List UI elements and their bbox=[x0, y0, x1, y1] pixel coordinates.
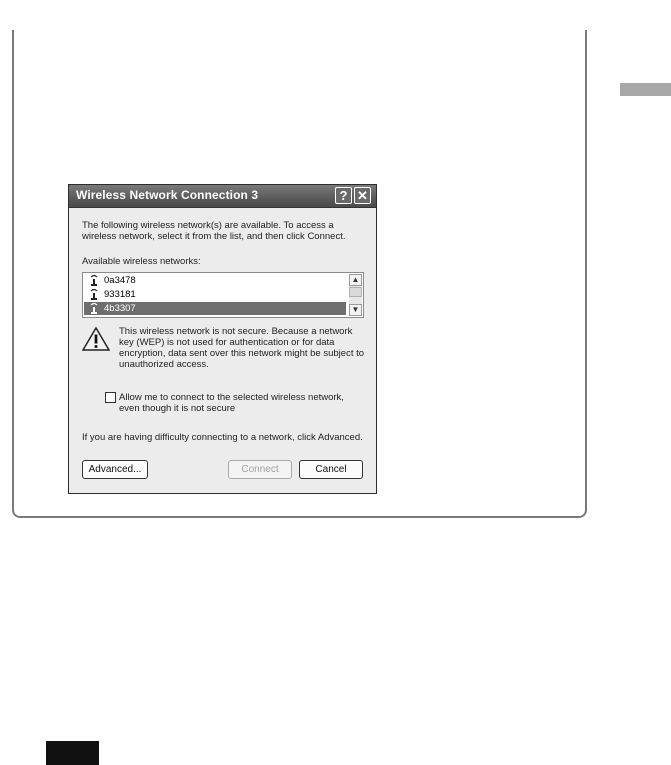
intro-text-line-2: wireless network, select it from the list, and then click Connect. bbox=[82, 231, 346, 242]
help-button[interactable]: ? bbox=[335, 187, 352, 204]
wireless-signal-icon bbox=[89, 302, 99, 315]
cancel-button[interactable]: Cancel bbox=[299, 460, 363, 479]
allow-insecure-checkbox[interactable] bbox=[105, 392, 116, 403]
dialog-title: Wireless Network Connection 3 bbox=[76, 188, 259, 202]
side-tab-marker bbox=[620, 83, 671, 96]
wireless-signal-icon bbox=[89, 288, 99, 301]
dialog-titlebar bbox=[69, 185, 376, 208]
advanced-button[interactable]: Advanced... bbox=[82, 460, 148, 479]
network-name: 933181 bbox=[104, 289, 136, 300]
network-name: 4b3307 bbox=[104, 303, 136, 314]
allow-insecure-label-line-2[interactable]: even though it is not secure bbox=[119, 403, 236, 414]
allow-insecure-label-line-1[interactable]: Allow me to connect to the selected wireless network, bbox=[119, 392, 344, 403]
network-list-item[interactable] bbox=[84, 288, 346, 301]
network-list-scrollbar[interactable] bbox=[349, 274, 362, 316]
wireless-signal-icon bbox=[89, 274, 99, 287]
warning-text-line-3: encryption, data sent over this network might be subject to bbox=[119, 348, 365, 359]
intro-text-line-1: The following wireless network(s) are available. To access a bbox=[82, 220, 334, 231]
advanced-help-text: If you are having difficulty connecting to a network, click Advanced. bbox=[82, 432, 363, 443]
network-name: 0a3478 bbox=[104, 275, 136, 286]
network-list-item-selected[interactable] bbox=[84, 302, 346, 315]
scroll-down-icon[interactable]: ▼ bbox=[349, 304, 362, 316]
close-button[interactable]: ✕ bbox=[354, 187, 371, 204]
warning-icon bbox=[82, 326, 110, 352]
network-list-item[interactable] bbox=[84, 274, 346, 287]
warning-text-line-1: This wireless network is not secure. Because a network bbox=[119, 326, 353, 337]
connect-button[interactable]: Connect bbox=[228, 460, 292, 479]
warning-text-line-4: unauthorized access. bbox=[119, 359, 209, 370]
wireless-network-dialog bbox=[68, 184, 377, 494]
scroll-thumb[interactable] bbox=[349, 287, 362, 297]
warning-text-line-2: key (WEP) is not used for authentication or for data bbox=[119, 337, 335, 348]
network-list[interactable] bbox=[82, 272, 364, 318]
scroll-up-icon[interactable]: ▲ bbox=[349, 274, 362, 286]
available-networks-label: Available wireless networks: bbox=[82, 256, 201, 267]
page-footer-block bbox=[46, 741, 99, 765]
